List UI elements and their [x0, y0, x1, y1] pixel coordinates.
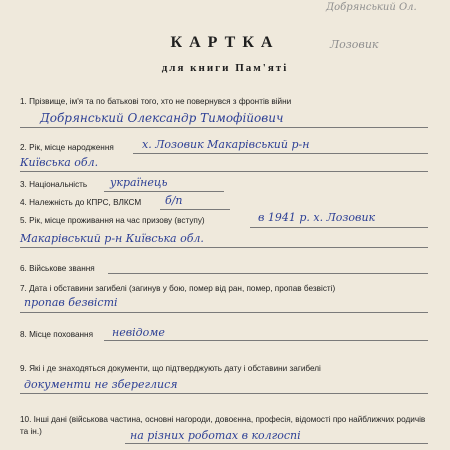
- field-1-label: 1. Прізвище, ім'я та по батькові того, хто не повернувся з фронтів війни: [20, 97, 292, 106]
- field-2-label: 2. Рік, місце народження: [20, 143, 114, 152]
- field-4-rule: [160, 209, 230, 210]
- field-5-rule: [250, 227, 428, 228]
- field-6-label: 6. Військове звання: [20, 264, 95, 273]
- field-5-rule-2: [20, 247, 428, 248]
- field-7-value: пропав безвісті: [24, 296, 118, 309]
- field-5-value-line2: Макарівський р-н Київська обл.: [20, 232, 204, 245]
- field-10-value: на різних роботах в колгоспі: [130, 429, 301, 442]
- field-9-value: документи не збереглися: [24, 378, 178, 391]
- field-1-value: Добрянський Олександр Тимофійович: [40, 111, 284, 125]
- field-2-rule-2: [20, 171, 428, 172]
- card-subtitle: для книги Пам'яті: [161, 62, 289, 74]
- pencil-note-right: Лозовик: [330, 38, 379, 51]
- card-title: КАРТКА: [170, 34, 280, 51]
- field-4-value: б/п: [165, 194, 183, 207]
- field-6-rule: [108, 273, 428, 274]
- field-1-rule: [20, 127, 428, 128]
- pencil-note-top-right: Добрянський Ол.: [326, 2, 417, 13]
- field-7-label: 7. Дата і обставини загибелі (загинув у бою, помер від ран, помер, пропав безвісті): [20, 284, 336, 293]
- field-8-label: 8. Місце поховання: [20, 330, 93, 339]
- field-3-value: українець: [110, 176, 168, 189]
- field-10-rule: [125, 443, 428, 444]
- field-5-value: в 1941 р. х. Лозовик: [258, 211, 376, 224]
- field-9-rule: [20, 393, 428, 394]
- field-2-value-line2: Київська обл.: [20, 156, 99, 169]
- field-3-label: 3. Національність: [20, 180, 88, 189]
- field-5-label: 5. Рік, місце проживання на час призову (вступу): [20, 216, 205, 225]
- field-3-rule: [104, 191, 224, 192]
- field-8-rule: [104, 340, 428, 341]
- field-2-rule: [133, 153, 428, 154]
- field-9-label: 9. Які і де знаходяться документи, що підтверджують дату і обставини загибелі: [20, 364, 321, 373]
- field-4-label: 4. Належність до КПРС, ВЛКСМ: [20, 198, 142, 207]
- field-8-value: невідоме: [112, 326, 165, 339]
- field-7-rule: [20, 312, 428, 313]
- field-10-label: 10. Інші дані (військова частина, основні нагороди, довоєнна, професія, відомості про найближчих родичів та ін.): [20, 415, 426, 436]
- field-2-value: х. Лозовик Макарівський р-н: [142, 138, 310, 151]
